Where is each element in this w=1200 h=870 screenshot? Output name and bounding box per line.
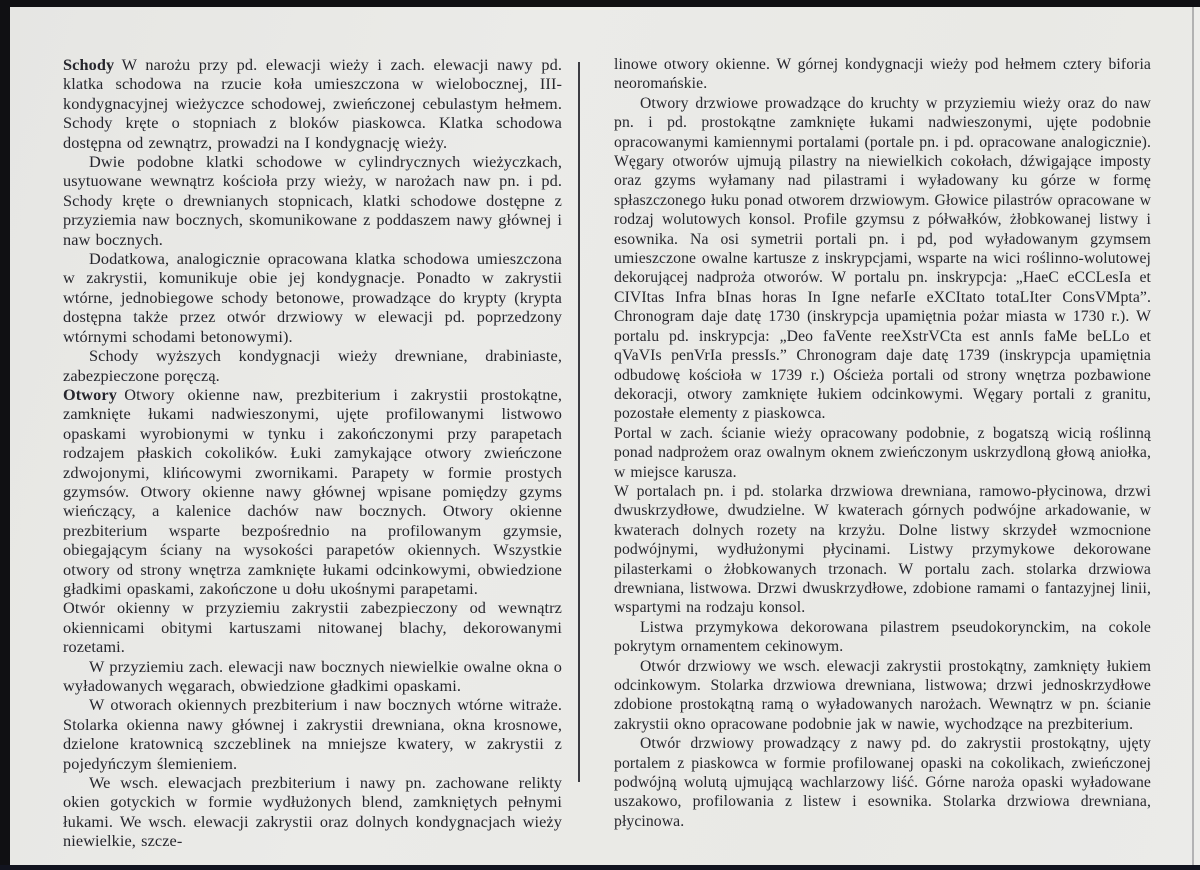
paragraph-klatka-zakrystia: Dodatkowa, analogicznie opracowana klatka schodowa umieszczona w zakrystii, komunikuje obie jej kondygnacje. Ponadto w zakrystii wtórne, jednobiegowe schody betonowe, prowadzące do krypty (krypta dostępna także przez otwór drzwiowy w elewacji pd. poprzedzony wtórnymi schodami betonowymi). <box>63 249 562 346</box>
paragraph-otwory-intro <box>63 385 562 598</box>
paragraph-relikty-gotyckie: We wsch. elewacjach prezbiterium i nawy pn. zachowane relikty okien gotyckich w formie wydłużonych blend, zamkniętych pełnymi łukami. We wsch. elewacji zakrystii oraz dolnych kondygnacjach wieży niewielkie, szcze- <box>63 773 562 851</box>
scan-border-bottom <box>0 865 1200 870</box>
paragraph-otwor-nawa-pd-zakrystia: Otwór drzwiowy prowadzący z nawy pd. do zakrystii prostokątny, ujęty portalem z piaskowca w formie profilowanej opaski na cokolikach, zwieńczonej podwójną wolutą ujmującą wachlarzowy liść. Górne naroża opaski wyładowane uszakowo, profilowania z listew i esownika. Stolarka drzwiowa drewniana, płycinowa. <box>614 735 1151 830</box>
scan-border-top <box>0 0 1200 7</box>
paragraph-text: W narożu przy pd. elewacji wieży i zach. elewacji nawy pd. klatka schodowa na rzucie koła umieszczona w wielobocznej, III-kondygnacyjnej wieżyczce schodowej, zwieńczonej cebulastym hełmem. Schody kręte o stopniach z bloków piaskowca. Klatka schodowa dostępna od zewnątrz, prowadzi na I kondygnację wieży. <box>63 55 562 152</box>
page-right-margin-paper <box>1194 0 1200 870</box>
paragraph-listwa-przymykowa: Listwa przymykowa dekorowana pilastrem pseudokorynckim, na cokole pokrytym ornamentem cekinowym. <box>614 618 1151 656</box>
paragraph-okna-owalne: W przyziemiu zach. elewacji naw bocznych niewielkie owalne okna o wyładowanych węgarach, obwiedzione gładkimi opaskami. <box>63 656 562 695</box>
paragraph-klatki-cylindryczne: Dwie podobne klatki schodowe w cylindrycznych wieżyczkach, usytuowane wewnątrz kościoła przy wieży, w narożach naw pn. i pd. Schody kręte o drewnianych stopnicach, klatki schodowe dostępne z przyziemia naw bocznych, skomunikowane z poddaszem nawy głównej i naw bocznych. <box>63 152 562 249</box>
paragraph-otwor-okienny-zakrystia: Otwór okienny w przyziemiu zakrystii zabezpieczony od wewnątrz okiennicami obitymi kartuszami nitowanej blachy, dekorowanymi rozetami. <box>63 598 562 657</box>
paragraph-witraze: W otworach okiennych prezbiterium i naw bocznych wtórne witraże. Stolarka okienna nawy głównej i zakrystii drewniana, okna krosnowe, dzielone kratownicą szczeblinek na mniejsze kwatery, w zakrystii z pojedyńczym ślemieniem. <box>63 695 562 773</box>
paragraph-schody-drabiniaste: Schody wyższych kondygnacji wieży drewniane, drabiniaste, zabezpieczone poręczą. <box>63 346 562 385</box>
scan-page-edge-line <box>1192 0 1194 870</box>
paragraph-portal-zachodni: Portal w zach. ścianie wieży opracowany podobnie, z bogatszą wicią roślinną ponad nadprożem oraz owalnym oknem zwieńczonym uskrzydloną głową aniołka, w miejsce karusza. <box>614 424 1151 481</box>
paragraph-text: Otwory okienne naw, prezbiterium i zakrystii prostokątne, zamknięte łukami nadwieszonymi, ujęte profilowanymi listwowo opaskami wyrobionymi w tynku i zakończonymi przy parapetach rodzajem płaskich cokolików. Łuki zamykające otwory zwieńczone zdwojonymi, klińcowymi zwornikami. Parapety w formie prostych gzymsów. Otwory okienne nawy głównej wpisane pomiędzy gzyms wieńczący, a kalenice dachów naw bocznych. Otwory okienne prezbiterium wsparte bezpośrednio na profilowanym gzymsie, obiegającym ściany na wysokości parapetów okiennych. Wszystkie otwory od strony wnętrza zamknięte łukami odcinkowymi, obwiedzione gładkimi opaskami, zakończone u dołu ukośnymi parapetami. <box>63 384 562 598</box>
section-label-otwory: Otwory <box>63 384 117 404</box>
scan-border-left <box>0 0 10 870</box>
paragraph-otwor-wsch-zakrystii: Otwór drzwiowy we wsch. elewacji zakrystii prostokątny, zamknięty łukiem odcinkowym. Stolarka drzwiowa drewniana, listwowa; drzwi jednoskrzydłowe zdobione prostokątną ramą o wyładowanych narożach. Wewnątrz w pn. ścianie zakrystii okno opracowane podobnie jak w nawie, wychodzące na prezbiterium. <box>614 657 1151 733</box>
paragraph-stolarka-portali: W portalach pn. i pd. stolarka drzwiowa drewniana, ramowo-płycinowa, drzwi dwuskrzydłowe, dwudzielne. W kwaterach górnych podwójne arkadowanie, w kwaterach dolnych rozety na krzyżu. Dolne listwy skrzydeł wzmocnione podwójnymi, wydłużonymi płycinami. Listwy przymykowe dekorowane pilasterkami o żłobkowanych trzonach. W portalu zach. stolarka drzwiowa drewniana, listwowa. Drzwi dwuskrzydłowe, zdobione ramami o fantazyjnej linii, wspartymi na rodzaju konsol. <box>614 482 1151 617</box>
paragraph-otwory-drzwiowe-portale: Otwory drzwiowe prowadzące do kruchty w przyziemiu wieży oraz do naw pn. i pd. prostokątne zamknięte łukami nadwieszonymi, ujęte podobnie opracowanymi kamiennymi portalami (portale pn. i pd. opracowane analogicznie). Węgary otworów ujmują pilastry na niewielkich cokołach, dźwigające imposty oraz gzyms wyłamany nad pilastrami i wyładowany ku górze w formę spłaszczonego łuku ponad otworem drzwiowym. Głowice pilastrów opracowane w rodzaj wolutowych konsol. Profile gzymsu z półwałków, żłobkowanej listwy i esownika. Na osi symetrii portali pn. i pd, pod wyładowanym gzymsem umieszczone owalne kartusze z inskrypcjami, wsparte na wici roślinno-wolutowej dekorującej nadproża otworów. W portalu pn. inskrypcja: „HaeC eCCLesIa et CIVItas Infra bInas horas In Igne nefarIe eXCItato totaLIter ConsVMpta”. Chronogram daje datę 1730 (inskrypcja upamiętnia pożar miasta w 1730 r.). W portalu pd. inskrypcja: „Deo faVente reeXstrVCta est annIs faMe beLLo et qVaVIs penVrIa pressIs.” Chronogram daje datę 1739 (inskrypcja upamiętnia odbudowę kościoła w 1739 r.) Ościeża portali od strony wnętrza pozbawione dekoracji, otwory zamknięte łukiem odcinkowymi. Węgary portali z granitu, pozostałe elementy z piaskowca. <box>614 94 1151 423</box>
column-divider-line <box>578 62 580 782</box>
right-text-column <box>614 55 1151 831</box>
paragraph-biforia: linowe otwory okienne. W górnej kondygnacji wieży pod hełmem cztery biforia neoromańskie. <box>614 56 1151 93</box>
paragraph-schody-intro <box>63 55 562 152</box>
section-label-schody: Schody <box>63 55 115 74</box>
left-text-column <box>63 55 562 851</box>
